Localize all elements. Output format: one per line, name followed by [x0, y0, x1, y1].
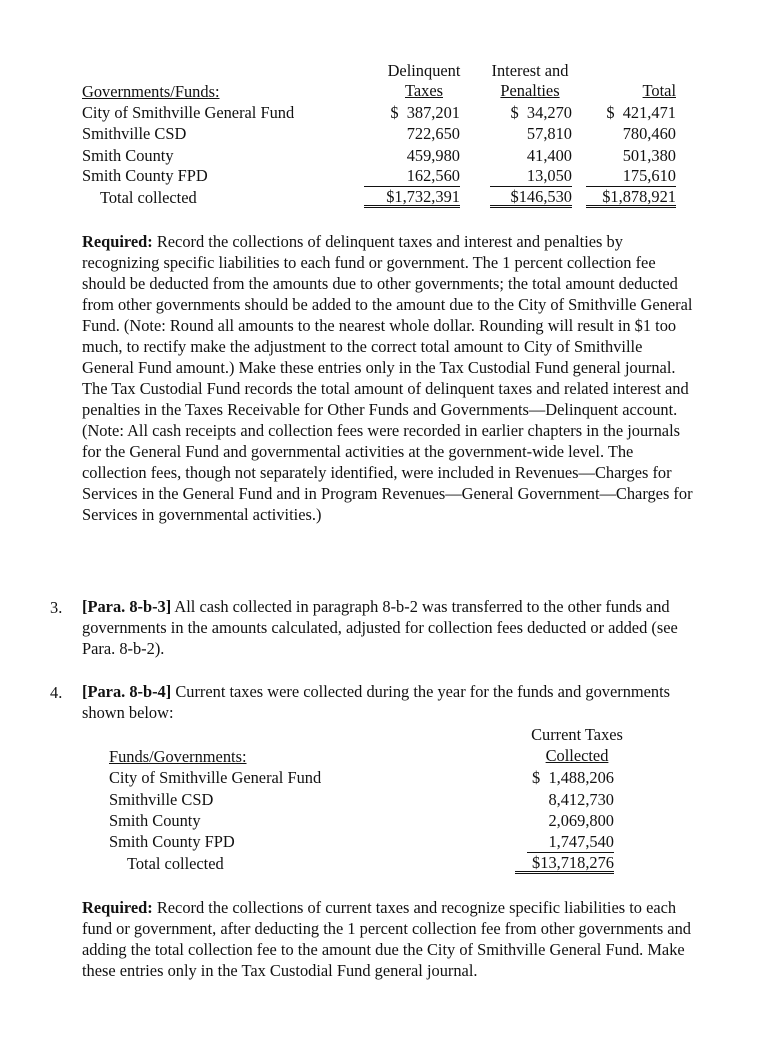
- cell-current-taxes: 8,412,730: [548, 790, 614, 809]
- cell-total: $ 421,471: [606, 103, 676, 122]
- row-label: Smithville CSD: [109, 790, 214, 809]
- total-interest: $146,530: [490, 188, 572, 208]
- col-header-delinquent-line1: Delinquent: [387, 61, 461, 80]
- row-label: Smith County FPD: [109, 832, 235, 851]
- item-text: Current taxes were collected during the year for the funds and governments shown below:: [82, 682, 671, 722]
- cell-current-taxes: 2,069,800: [548, 811, 614, 830]
- required-text: Record the collections of delinquent taxes and interest and penalties by recognizing specific liabilities to each fund or government. The 1 percent collection fee should be deducted from the amounts due to other governments; the total amount deducted from other governments should be added to the amount due to the City of Smithville General Fund. (Note: Round all amounts to the nearest whole dollar. Rounding will result in $1 too much, to rectify make the adjustment to the correct total amount to City of Smithville General Fund amount.) Make these entries only in the Tax Custodial Fund general journal. The Tax Custodial Fund records the total amount of delinquent taxes and related interest and penalties in the Taxes Receivable for Other Funds and Governments—Delinquent account. (Note: All cash receipts and collection fees were recorded in earlier chapters in the journals for the General Fund and governmental activities at the government-wide level. The collection fees, though not separately identified, were included in Revenues—Charges for Services in the General Fund and in Program Revenues—General Government—Charges for Services in governmental activities.): [82, 232, 693, 524]
- row-label: Smithville CSD: [82, 124, 187, 143]
- item-paragraph-3: [82, 596, 682, 659]
- row-label: Smith County: [109, 811, 201, 830]
- cell-delinquent: 722,650: [406, 124, 460, 143]
- row-label: Smith County: [82, 146, 174, 165]
- row-label: City of Smithville General Fund: [109, 768, 322, 787]
- required-label: Required:: [82, 898, 153, 917]
- col-header-interest-line2: Penalties: [500, 81, 560, 100]
- para-reference: [Para. 8-b-3]: [82, 597, 172, 616]
- cell-interest: 13,050: [490, 165, 572, 187]
- cell-current-taxes: 1,747,540: [527, 831, 614, 853]
- para-reference: [Para. 8-b-4]: [82, 682, 172, 701]
- col-header-total: Total: [642, 81, 676, 100]
- cell-delinquent: $ 387,201: [390, 103, 460, 122]
- cell-delinquent: 162,560: [364, 165, 460, 187]
- col-header-current-taxes-line1: Current Taxes: [531, 725, 623, 744]
- cell-delinquent: 459,980: [406, 146, 460, 165]
- item-text: All cash collected in paragraph 8-b-2 was transferred to the other funds and governments in the amounts calculated, adjusted for collection fees deducted or added (see Para. 8-b-2).: [82, 597, 678, 658]
- cell-total: 780,460: [622, 124, 676, 143]
- item-paragraph-4: [82, 681, 672, 723]
- total-label: Total collected: [127, 854, 224, 873]
- row-label: Smith County FPD: [82, 166, 208, 185]
- col-header-current-taxes-line2: Collected: [545, 746, 609, 765]
- cell-interest: $ 34,270: [510, 103, 572, 122]
- col-header-interest-line1: Interest and: [491, 61, 569, 80]
- row-header-governments-funds: Governments/Funds:: [82, 82, 220, 101]
- cell-current-taxes: $ 1,488,206: [532, 768, 614, 787]
- total-label: Total collected: [100, 188, 197, 207]
- row-header-funds-governments: Funds/Governments:: [109, 747, 247, 766]
- required-paragraph-1: [82, 231, 697, 525]
- required-label: Required:: [82, 232, 153, 251]
- total-total: $1,878,921: [586, 188, 676, 208]
- required-paragraph-2: [82, 897, 692, 981]
- col-header-delinquent-line2: Taxes: [405, 81, 443, 100]
- cell-interest: 57,810: [526, 124, 572, 143]
- cell-total: 175,610: [586, 165, 676, 187]
- cell-total: 501,380: [622, 146, 676, 165]
- item-number: 4.: [50, 683, 63, 702]
- row-label: City of Smithville General Fund: [82, 103, 295, 122]
- total-delinquent: $1,732,391: [364, 188, 460, 208]
- item-number: 3.: [50, 598, 63, 617]
- required-text: Record the collections of current taxes and recognize specific liabilities to each fund or government, after deducting the 1 percent collection fee from other governments and adding the total collection fee to the amount due the City of Smithville General Fund. Make these entries only in the Tax Custodial Fund general journal.: [82, 898, 691, 980]
- total-current-taxes: $13,718,276: [515, 854, 614, 874]
- cell-interest: 41,400: [526, 146, 572, 165]
